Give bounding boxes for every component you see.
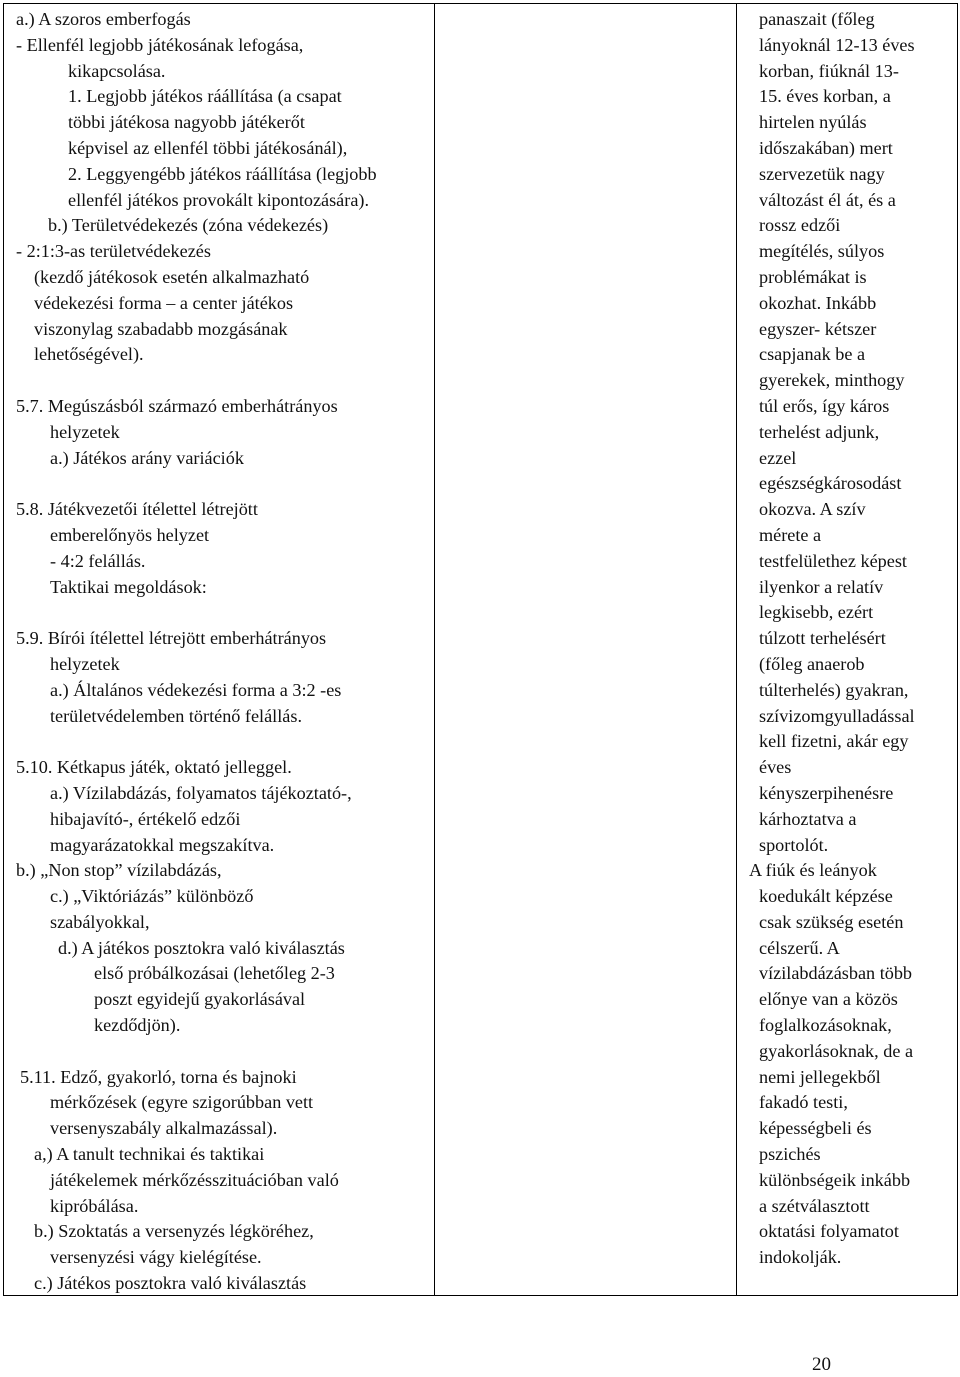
right-column-line: indokolják.	[759, 1247, 842, 1268]
right-column-line: különbségeik inkább	[759, 1169, 911, 1190]
left-column-line: a.) Általános védekezési forma a 3:2 -es	[50, 679, 342, 700]
left-column-line: képvisel az ellenfél többi játékosánál),	[68, 137, 348, 158]
left-column-line: a.) A szoros emberfogás	[16, 9, 191, 29]
left-column-line: b.) Területvédekezés (zóna védekezés)	[48, 215, 329, 236]
right-column-line: szívizomgyulladással	[759, 705, 915, 726]
left-column-line: kikapcsolása.	[68, 60, 166, 81]
blank-line	[8, 368, 433, 394]
right-column-line: korban, fiúknál 13-	[759, 60, 899, 81]
right-column-line: csak szükség esetén	[759, 911, 904, 932]
left-column-line: játékelemek mérkőzésszituációban való	[50, 1169, 339, 1190]
left-column-line: kipróbálása.	[50, 1195, 139, 1216]
left-column-line: - 2:1:3-as területvédekezés	[16, 241, 211, 262]
left-column-line: 1. Legjobb játékos ráállítása (a csapat	[68, 86, 342, 107]
right-column-line: terhelést adjunk,	[759, 421, 880, 442]
right-column-line: panaszait (főleg	[759, 9, 875, 29]
right-column-line: kényszerpihenésre	[759, 782, 894, 803]
right-column-line: (főleg anaerob	[759, 653, 865, 674]
right-column-line: túl erős, így káros	[759, 395, 890, 416]
right-column-line: képességbeli és	[759, 1118, 872, 1139]
left-column-line: helyzetek	[50, 421, 120, 442]
right-column-line: gyerekek, minthogy	[759, 370, 905, 391]
right-column-line: a szétválasztott	[759, 1195, 870, 1216]
right-column-line: gyakorlásoknak, de a	[759, 1040, 914, 1061]
left-column-line: - 4:2 felállás.	[50, 550, 146, 571]
right-column-line: ezzel	[759, 447, 797, 468]
left-column-line: poszt egyidejű gyakorlásával	[94, 989, 306, 1010]
right-column-line: problémákat is	[759, 266, 867, 287]
blank-line	[8, 600, 433, 626]
left-column-line: b.) „Non stop” vízilabdázás,	[16, 860, 222, 881]
right-column-line: nemi jellegekből	[759, 1066, 881, 1087]
left-column-line: emberelőnyös helyzet	[50, 524, 210, 545]
right-column-line: egészségkárosodást	[759, 473, 902, 494]
left-column-line: a.) Játékos arány variációk	[50, 447, 244, 468]
left-column-line: védekezési forma – a center játékos	[34, 292, 294, 313]
right-column-line: A fiúk és leányok	[749, 860, 877, 881]
left-column-line: első próbálkozásai (lehetőleg 2-3	[94, 963, 335, 984]
left-column-line: 2. Leggyengébb játékos ráállítása (legjobb	[68, 163, 377, 184]
left-column-line: helyzetek	[50, 653, 120, 674]
left-column-line: versenyzési vágy kielégítése.	[50, 1247, 262, 1268]
blank-line	[8, 471, 433, 497]
right-column-line: megítélés, súlyos	[759, 241, 885, 262]
left-column-line: többi játékosa nagyobb játékerőt	[68, 112, 305, 133]
content-table	[3, 3, 958, 1296]
right-column-line: koedukált képzése	[759, 886, 893, 907]
left-column-line: versenyszabály alkalmazással).	[50, 1118, 278, 1139]
right-column-line: előnye van a közös	[759, 989, 898, 1010]
right-column-line: oktatási folyamatot	[759, 1221, 899, 1242]
right-column	[741, 7, 956, 1271]
left-column-line: d.) A játékos posztokra való kiválasztás	[58, 937, 345, 958]
right-column-line: szervezetük nagy	[759, 163, 885, 184]
left-column-line: magyarázatokkal megszakítva.	[50, 834, 275, 855]
left-column-line: viszonylag szabadabb mozgásának	[34, 318, 288, 339]
left-column-line: - Ellenfél legjobb játékosának lefogása,	[16, 34, 304, 55]
left-column-line: 5.11. Edző, gyakorló, torna és bajnoki	[20, 1066, 297, 1087]
right-column-line: egyszer- kétszer	[759, 318, 877, 339]
left-column-line: 5.10. Kétkapus játék, oktató jelleggel.	[16, 757, 292, 778]
right-column-line: okozhat. Inkább	[759, 292, 877, 313]
column-divider-right	[736, 4, 737, 1295]
left-column-line: szabályokkal,	[50, 911, 150, 932]
left-column-line: (kezdő játékosok esetén alkalmazható	[34, 266, 310, 287]
right-column-line: fakadó testi,	[759, 1092, 848, 1113]
right-column-line: rossz edzői	[759, 215, 841, 236]
right-column-line: testfelülethez képest	[759, 550, 907, 571]
page-number: 20	[812, 1354, 831, 1375]
right-column-line: éves	[759, 757, 792, 778]
right-column-line: foglalkozásoknak,	[759, 1015, 892, 1036]
left-column-line: a.) Vízilabdázás, folyamatos tájékoztató-,	[50, 782, 352, 803]
left-column-line: Taktikai megoldások:	[50, 576, 207, 597]
left-column-line: c.) Játékos posztokra való kiválasztás	[34, 1273, 307, 1294]
right-column-line: időszakában) mert	[759, 137, 893, 158]
left-column-line: területvédelemben történő felállás.	[50, 705, 302, 726]
right-column-line: 15. éves korban, a	[759, 86, 891, 107]
column-divider-left	[434, 4, 435, 1295]
right-column-line: vízilabdázásban több	[759, 963, 913, 984]
left-column-line: ellenfél játékos provokált kipontozására).	[68, 189, 369, 210]
left-column-line: 5.7. Megúszásból származó emberhátrányos	[16, 395, 338, 416]
right-column-line: célszerű. A	[759, 937, 840, 958]
left-column-line: c.) „Viktóriázás” különböző	[50, 886, 254, 907]
right-column-line: kell fizetni, akár egy	[759, 731, 909, 752]
right-column-line: változást él át, és a	[759, 189, 896, 210]
right-column-line: mérete a	[759, 524, 822, 545]
right-column-line: okozva. A szív	[759, 499, 866, 520]
right-column-line: kárhoztatva a	[759, 808, 857, 829]
left-column-line: hibajavító-, értékelő edzői	[50, 808, 241, 829]
right-column-line: sportolót.	[759, 834, 829, 855]
blank-line	[8, 1039, 433, 1065]
right-column-line: túlzott terhelésért	[759, 628, 886, 649]
left-column-line: b.) Szoktatás a versenyzés légköréhez,	[34, 1221, 314, 1242]
left-column-line: 5.8. Játékvezetői ítélettel létrejött	[16, 499, 258, 520]
right-column-line: pszichés	[759, 1144, 821, 1165]
right-column-line: ilyenkor a relatív	[759, 576, 884, 597]
right-column-line: lányoknál 12-13 éves	[759, 34, 915, 55]
right-column-line: túlterhelés) gyakran,	[759, 679, 909, 700]
left-column-line: mérkőzések (egyre szigorúbban vett	[50, 1092, 314, 1113]
left-column-line: lehetőségével).	[34, 344, 144, 365]
left-column-line: 5.9. Bírói ítélettel létrejött emberhátrányos	[16, 628, 327, 649]
blank-line	[8, 729, 433, 755]
left-column-line: a,) A tanult technikai és taktikai	[34, 1144, 265, 1165]
left-column	[8, 7, 433, 1297]
right-column-line: csapjanak be a	[759, 344, 866, 365]
right-column-line: hirtelen nyúlás	[759, 112, 867, 133]
left-column-line: kezdődjön).	[94, 1015, 181, 1036]
right-column-line: legkisebb, ezért	[759, 602, 874, 623]
